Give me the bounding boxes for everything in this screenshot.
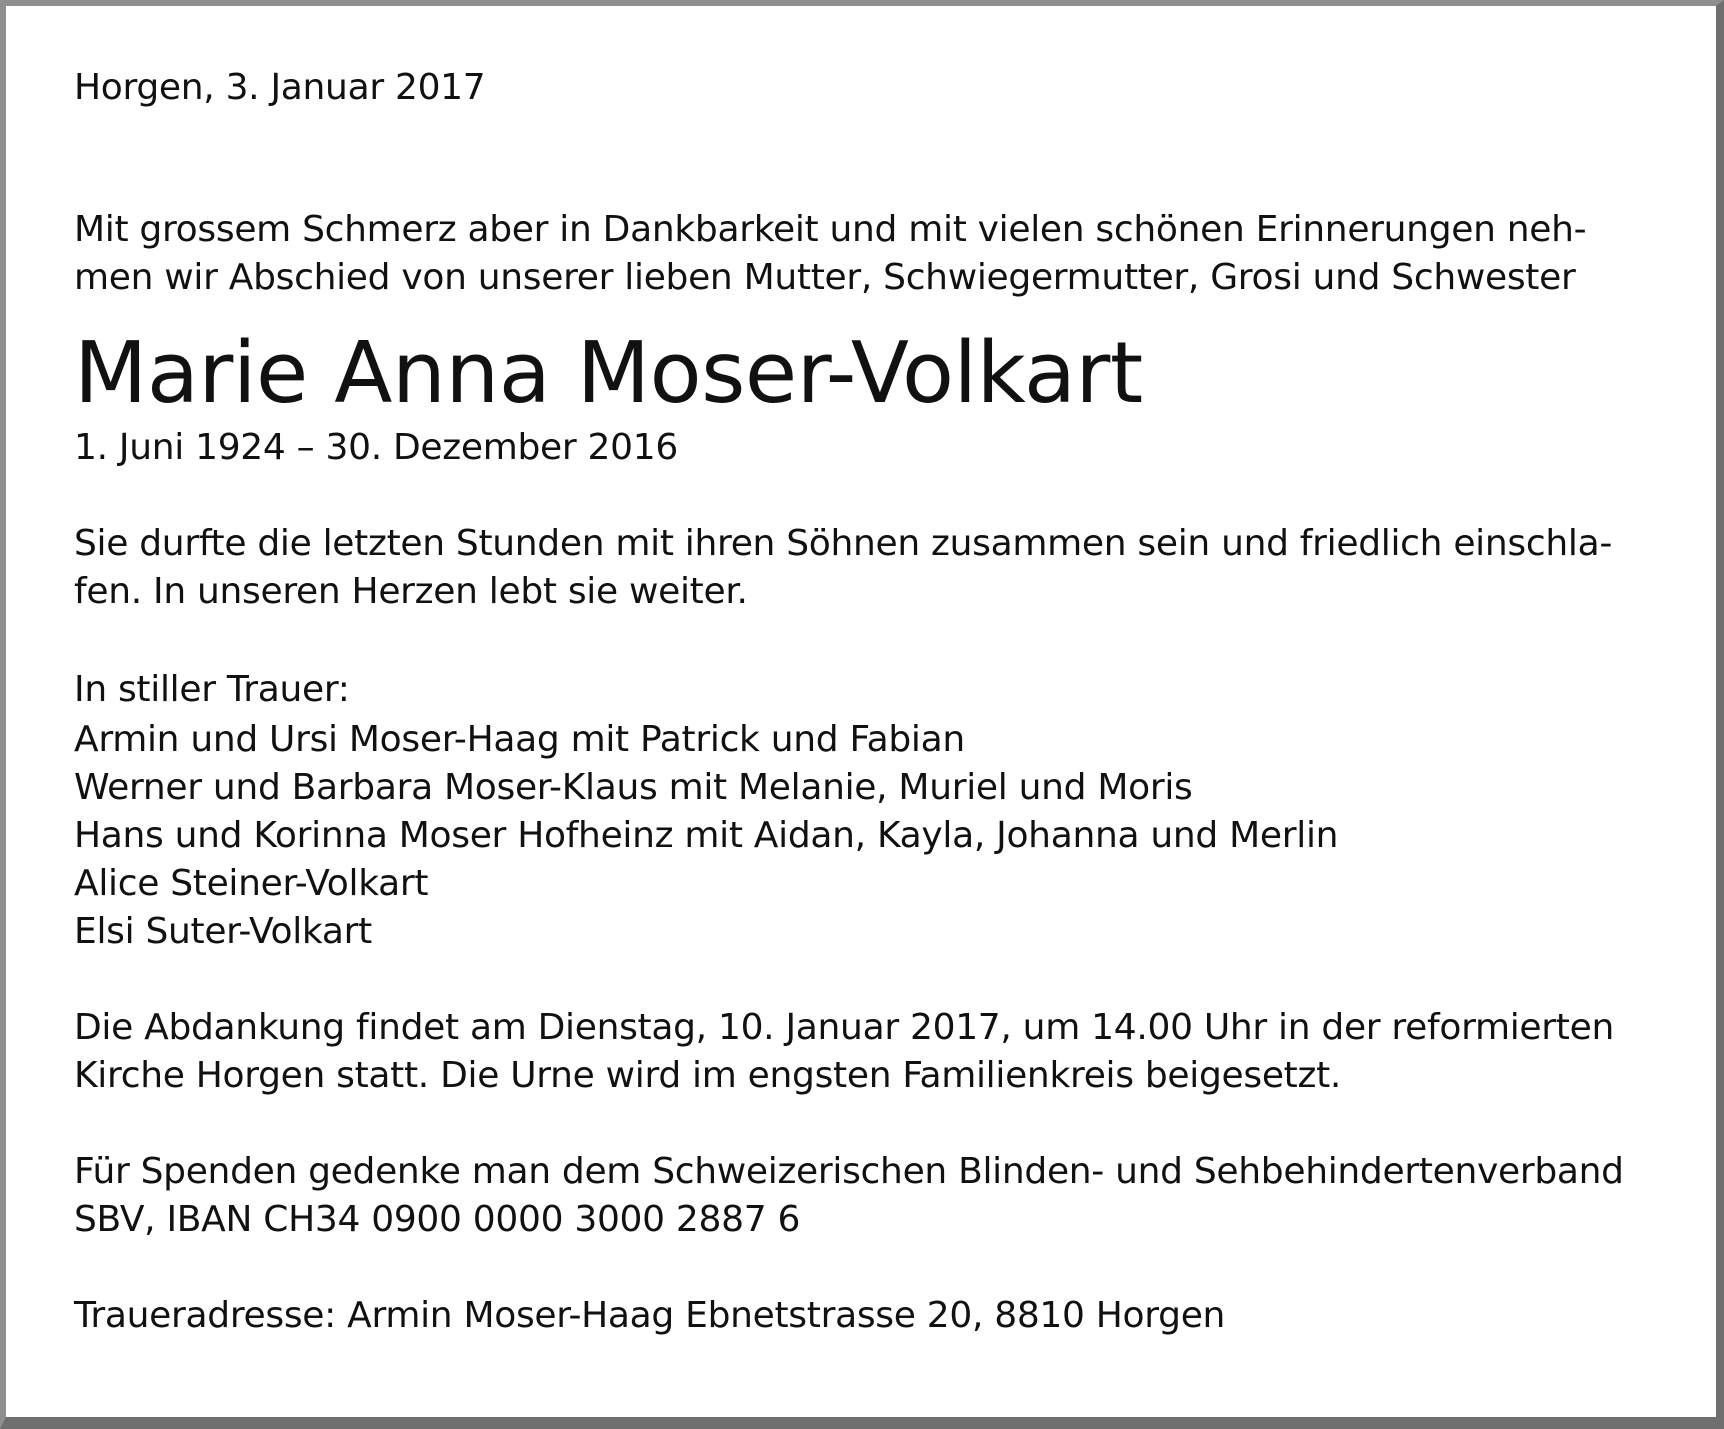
intro-paragraph (74, 206, 1664, 302)
farewell-line: Sie durfte die letzten Stunden mit ihren Söhnen zusammen sein und friedlich einschla- (74, 523, 1613, 564)
intro-line: men wir Abschied von unserer lieben Mutter, Schwiegermutter, Grosi und Schwester (74, 257, 1576, 298)
farewell-paragraph (74, 520, 1664, 616)
mourning-address: Traueradresse: Armin Moser-Haag Ebnetstrasse 20, 8810 Horgen (74, 1295, 1226, 1336)
intro-line: Mit grossem Schmerz aber in Dankbarkeit und mit vielen schönen Erinnerungen neh- (74, 209, 1587, 250)
mourner-entry: Elsi Suter-Volkart (74, 911, 372, 952)
deceased-name: Marie Anna Moser-Volkart (74, 324, 1143, 423)
mourner-entry: Armin und Ursi Moser-Haag mit Patrick und Fabian (74, 719, 965, 760)
mourner-entry: Hans und Korinna Moser Hofheinz mit Aidan, Kayla, Johanna und Merlin (74, 815, 1339, 856)
mourners-label: In stiller Trauer: (74, 669, 350, 710)
place-date: Horgen, 3. Januar 2017 (74, 67, 486, 108)
mourner-entry: Alice Steiner-Volkart (74, 863, 429, 904)
lifespan: 1. Juni 1924 – 30. Dezember 2016 (74, 427, 678, 468)
farewell-line: fen. In unseren Herzen lebt sie weiter. (74, 571, 748, 612)
donations-paragraph (74, 1148, 1664, 1244)
service-paragraph (74, 1004, 1664, 1100)
notice-content (74, 64, 1664, 1340)
mourner-entry: Werner und Barbara Moser-Klaus mit Melanie, Muriel und Moris (74, 767, 1193, 808)
donations-line: Für Spenden gedenke man dem Schweizerischen Blinden- und Sehbehindertenverband (74, 1151, 1624, 1192)
mourners-list (74, 716, 1664, 956)
service-line: Die Abdankung findet am Dienstag, 10. Januar 2017, um 14.00 Uhr in der reformierten (74, 1007, 1614, 1048)
service-line: Kirche Horgen statt. Die Urne wird im engsten Familienkreis beigesetzt. (74, 1055, 1342, 1096)
donations-line: SBV, IBAN CH34 0900 0000 3000 2887 6 (74, 1199, 801, 1240)
